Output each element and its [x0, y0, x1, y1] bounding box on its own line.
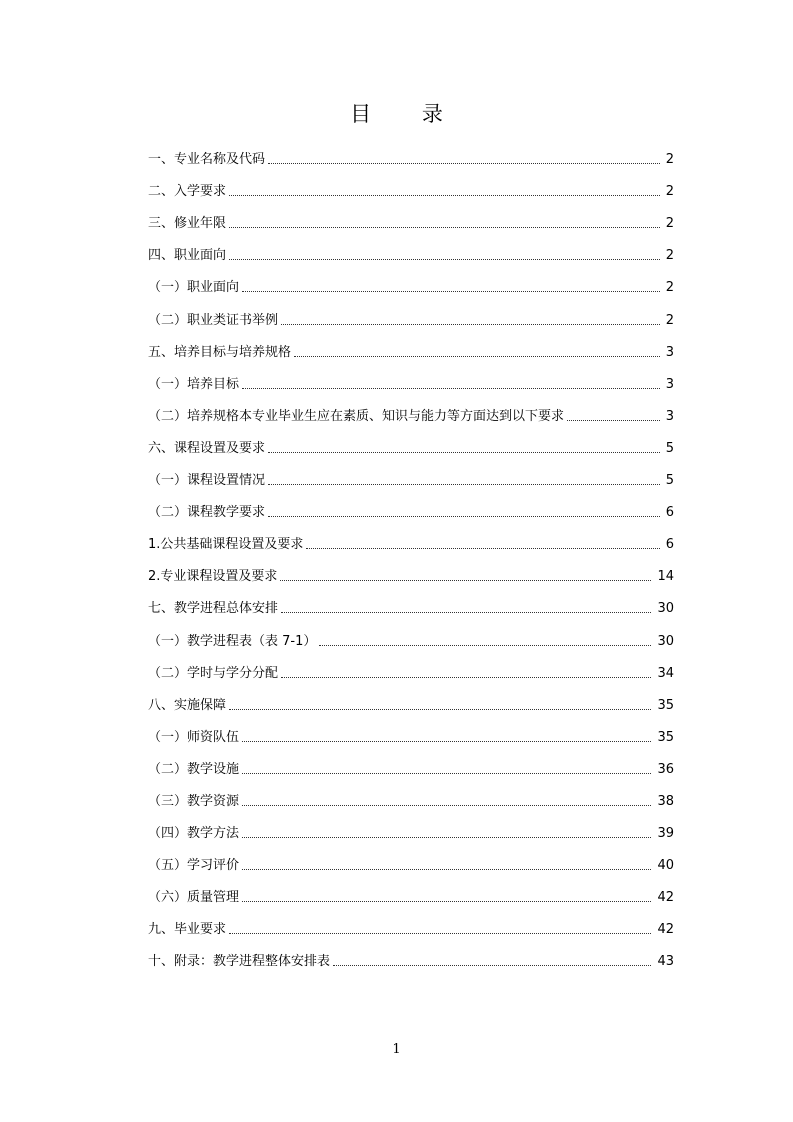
toc-dot-leader [229, 227, 660, 228]
toc-dot-leader [229, 709, 651, 710]
toc-entry-label: 二、入学要求 [148, 184, 227, 200]
toc-entry[interactable] [148, 650, 674, 682]
toc-entry-page: 30 [657, 633, 674, 649]
toc-dot-leader [229, 259, 660, 260]
toc-entry[interactable] [148, 553, 674, 585]
toc-dot-leader [268, 484, 660, 485]
toc-entry-label: 六、课程设置及要求 [148, 440, 266, 456]
toc-entry-label: 1.公共基础课程设置及要求 [148, 537, 304, 553]
toc-entry-label: 十、附录：教学进程整体安排表 [148, 954, 331, 970]
toc-entry-label: （三）教学资源 [148, 793, 240, 809]
toc-entry[interactable] [148, 329, 674, 361]
toc-dot-leader [268, 163, 660, 164]
toc-entry-page: 5 [665, 440, 674, 456]
toc-entry-label: （二）学时与学分分配 [148, 665, 279, 681]
toc-entry-page: 2 [665, 248, 674, 264]
toc-dot-leader [242, 773, 651, 774]
toc-entry[interactable] [148, 136, 674, 168]
toc-entry-label: （一）师资队伍 [148, 729, 240, 745]
toc-entry[interactable] [148, 200, 674, 232]
toc-entry-label: 三、修业年限 [148, 216, 227, 232]
table-of-contents [148, 136, 674, 970]
toc-dot-leader [268, 516, 660, 517]
toc-entry-page: 6 [665, 537, 674, 553]
toc-entry-label: 九、毕业要求 [148, 922, 227, 938]
toc-entry-page: 40 [657, 858, 674, 874]
toc-entry-page: 39 [657, 826, 674, 842]
toc-entry-page: 38 [657, 793, 674, 809]
toc-entry-label: （六）质量管理 [148, 890, 240, 906]
toc-entry-page: 35 [657, 697, 674, 713]
toc-entry[interactable] [148, 296, 674, 328]
toc-entry-label: （一）职业面向 [148, 280, 240, 296]
toc-entry-page: 3 [665, 344, 674, 360]
toc-entry-label: （五）学习评价 [148, 858, 240, 874]
toc-entry-label: （二）课程教学要求 [148, 505, 266, 521]
toc-entry[interactable] [148, 168, 674, 200]
toc-entry[interactable] [148, 874, 674, 906]
toc-entry-page: 43 [657, 954, 674, 970]
toc-dot-leader [242, 805, 651, 806]
toc-entry-page: 30 [657, 601, 674, 617]
toc-dot-leader [281, 324, 660, 325]
toc-entry[interactable] [148, 264, 674, 296]
toc-entry-page: 2 [665, 184, 674, 200]
toc-entry-label: （一）课程设置情况 [148, 473, 266, 489]
toc-entry[interactable] [148, 714, 674, 746]
toc-dot-leader [280, 580, 651, 581]
toc-dot-leader [268, 452, 660, 453]
toc-entry-label: 八、实施保障 [148, 697, 227, 713]
toc-entry[interactable] [148, 393, 674, 425]
toc-dot-leader [306, 548, 659, 549]
toc-entry-label: （二）教学设施 [148, 761, 240, 777]
toc-entry[interactable] [148, 842, 674, 874]
toc-entry[interactable] [148, 232, 674, 264]
toc-entry[interactable] [148, 746, 674, 778]
toc-entry[interactable] [148, 361, 674, 393]
toc-entry[interactable] [148, 778, 674, 810]
toc-entry[interactable] [148, 810, 674, 842]
toc-dot-leader [567, 420, 660, 421]
toc-entry-label: （二）培养规格本专业毕业生应在素质、知识与能力等方面达到以下要求 [148, 408, 565, 424]
toc-dot-leader [281, 677, 651, 678]
toc-entry[interactable] [148, 906, 674, 938]
toc-entry[interactable] [148, 585, 674, 617]
toc-entry[interactable] [148, 425, 674, 457]
toc-entry-label: （二）职业类证书举例 [148, 312, 279, 328]
toc-entry[interactable] [148, 938, 674, 970]
toc-dot-leader [242, 837, 651, 838]
toc-entry-label: （四）教学方法 [148, 826, 240, 842]
toc-dot-leader [242, 869, 651, 870]
toc-entry-page: 3 [665, 376, 674, 392]
toc-entry-page: 2 [665, 216, 674, 232]
toc-entry-page: 2 [665, 152, 674, 168]
toc-dot-leader [229, 195, 660, 196]
toc-dot-leader [294, 356, 660, 357]
toc-entry[interactable] [148, 489, 674, 521]
toc-entry-page: 36 [657, 761, 674, 777]
toc-entry-page: 2 [665, 280, 674, 296]
toc-dot-leader [333, 965, 651, 966]
toc-entry-page: 3 [665, 408, 674, 424]
toc-entry-page: 34 [657, 665, 674, 681]
toc-entry[interactable] [148, 682, 674, 714]
toc-entry-page: 2 [665, 312, 674, 328]
toc-entry-label: 四、职业面向 [148, 248, 227, 264]
toc-dot-leader [242, 388, 660, 389]
toc-dot-leader [242, 741, 651, 742]
toc-dot-leader [229, 933, 651, 934]
toc-entry-label: 五、培养目标与培养规格 [148, 344, 292, 360]
toc-entry-page: 5 [665, 473, 674, 489]
toc-entry-label: （一）教学进程表（表 7-1） [148, 633, 317, 649]
toc-entry-label: 2.专业课程设置及要求 [148, 569, 278, 585]
toc-title: 目 录 [350, 102, 465, 126]
page-number: 1 [392, 1042, 401, 1057]
toc-dot-leader [242, 901, 651, 902]
toc-entry-page: 14 [657, 569, 674, 585]
toc-entry-page: 42 [657, 922, 674, 938]
toc-entry-label: 一、专业名称及代码 [148, 152, 266, 168]
toc-dot-leader [242, 291, 660, 292]
toc-entry-page: 35 [657, 729, 674, 745]
toc-entry[interactable] [148, 521, 674, 553]
toc-entry-page: 42 [657, 890, 674, 906]
toc-entry[interactable] [148, 457, 674, 489]
toc-entry-label: （一）培养目标 [148, 376, 240, 392]
toc-dot-leader [281, 612, 651, 613]
toc-entry[interactable] [148, 617, 674, 649]
toc-entry-page: 6 [665, 505, 674, 521]
toc-dot-leader [319, 645, 651, 646]
toc-entry-label: 七、教学进程总体安排 [148, 601, 279, 617]
